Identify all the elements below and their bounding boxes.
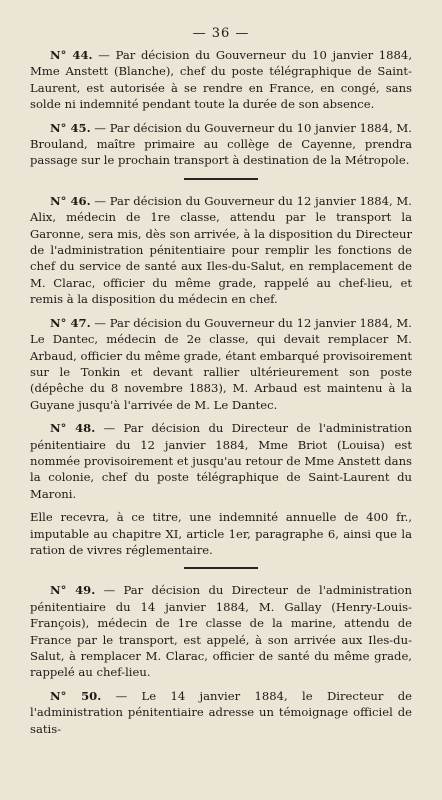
entry-number: N° 44. xyxy=(50,48,93,62)
entry-44 xyxy=(30,47,412,113)
entry-49 xyxy=(30,582,412,680)
entry-text: — Par décision du Gouverneur du 12 janvier 1884, M. Alix, médecin de 1re classe, attendu par le transport la Garonne, sera mis, dès son arrivée, à la disposition du Directeur de l'administration pénitentiaire pour remplir les fonctions de chef du service de santé aux Iles-du-Salut, en remplacement de M. Clarac, officier du même grade, rappelé au chef-lieu, et remis à la disposition du médecin en chef. xyxy=(30,193,412,307)
section-divider xyxy=(184,567,258,569)
entry-number: N° 46. xyxy=(50,193,91,208)
entry-48 xyxy=(30,420,412,502)
entry-46 xyxy=(30,193,412,308)
entry-50 xyxy=(30,688,412,737)
entry-number: N° 50. xyxy=(50,688,102,703)
entry-text: — Le 14 janvier 1884, le Directeur de l'administration pénitentiaire adresse un témoignage officiel de satis- xyxy=(30,688,413,736)
entry-text: — Par décision du Gouverneur du 10 janvier 1884, M. Brouland, maître primaire au collège de Cayenne, prendra passage sur le prochain transport à destination de la Métropole. xyxy=(30,120,412,168)
entry-text: — Par décision du Directeur de l'administration pénitentiaire du 14 janvier 1884, M. Gallay (Henry-Louis-François), médecin de 1re classe de la marine, attendu de France par le transport, est appelé, à son arrivée aux Iles-du-Salut, à remplacer M. Clarac, officier de santé du même grade, rappelé au chef-lieu. xyxy=(30,583,412,680)
entry-number: N° 48. xyxy=(50,421,96,436)
entry-text: — Par décision du Gouverneur du 10 janvier 1884, Mme Anstett (Blanche), chef du poste télégraphique de Saint-Laurent, est autorisée à se rendre en France, en congé, sans solde ni indemnité pendant toute la durée de son absence. xyxy=(30,48,412,112)
entry-text: — Par décision du Gouverneur du 12 janvier 1884, M. Le Dantec, médecin de 2e classe, qui devait remplacer M. Arbaud, officier du même grade, étant embarqué provisoirement sur le Tonkin et devant rallier ultérieurement son poste (dépêche du 8 novembre 1883), M. Arbaud est maintenu à la Guyane jusqu'à l'arrivée de M. Le Dantec. xyxy=(30,315,412,412)
entry-number: N° 47. xyxy=(50,315,91,330)
entry-45 xyxy=(30,120,412,169)
page-number: — 36 — xyxy=(192,26,250,41)
entry-text: — Par décision du Directeur de l'administration pénitentiaire du 12 janvier 1884, Mme Briot (Louisa) est nommée provisoirement et jusqu'au retour de Mme Anstett dans la colonie, chef du poste télégraphique de Saint-Laurent du Maroni. xyxy=(30,421,412,501)
section-divider xyxy=(184,178,258,180)
entry-number: N° 49. xyxy=(50,583,96,598)
entry-47 xyxy=(30,315,412,413)
entry-number: N° 45. xyxy=(50,120,91,135)
entry-48-continuation: Elle recevra, à ce titre, une indemnité annuelle de 400 fr., imputable au chapitre XI, article 1er, paragraphe 6, ainsi que la ration de vivres réglementaire. xyxy=(30,510,412,557)
